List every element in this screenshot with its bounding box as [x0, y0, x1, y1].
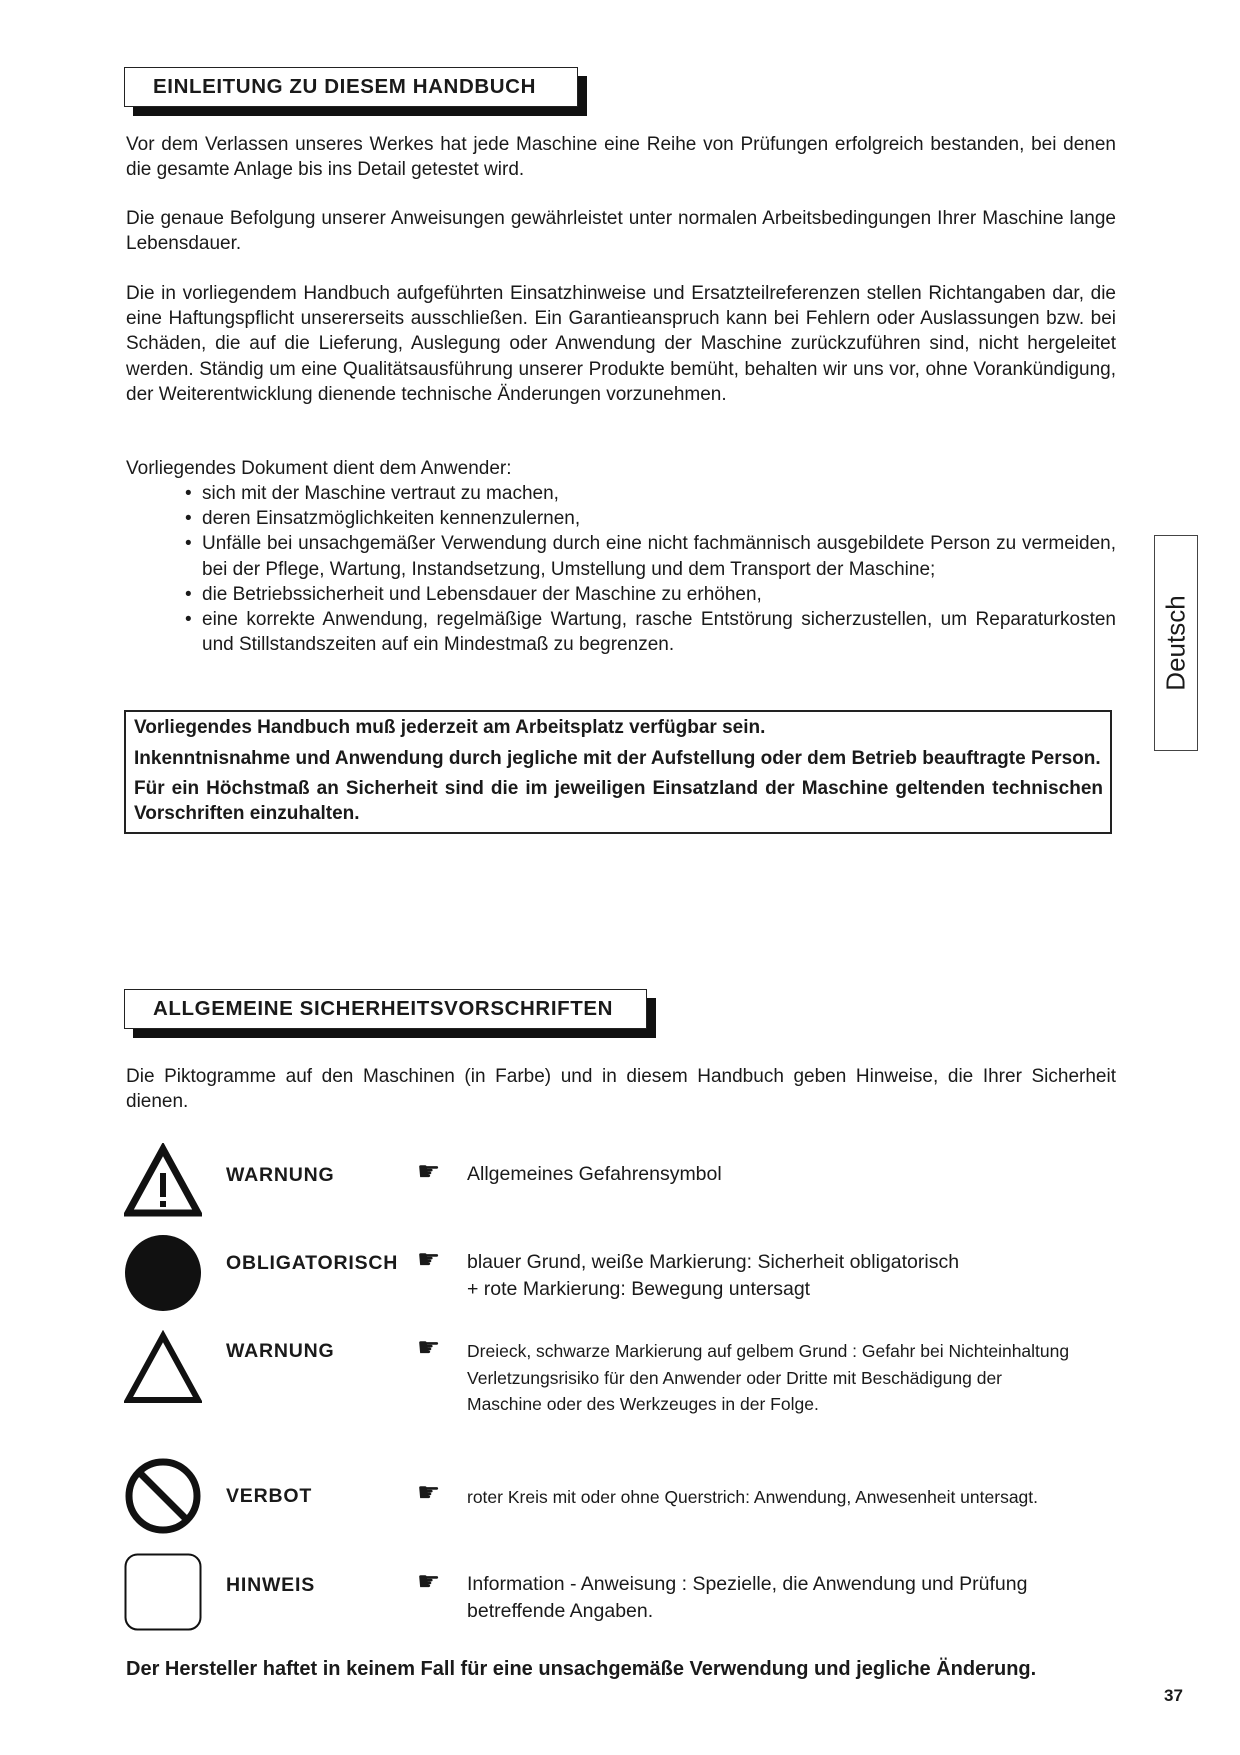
notice-box: [124, 710, 1112, 834]
notice-line: Vorliegendes Handbuch muß jederzeit am Arbeitsplatz verfügbar sein.: [134, 717, 766, 738]
symbol-label: HINWEIS: [226, 1574, 316, 1596]
symbol-description: [467, 1338, 1069, 1418]
language-tab-label: Deutsch: [1160, 595, 1191, 691]
section-header-einleitung: [124, 67, 578, 107]
symbol-label: WARNUNG: [226, 1340, 335, 1362]
list-item: • deren Einsatzmöglichkeiten kennenzulernen,: [185, 506, 1116, 531]
paragraph-1: Vor dem Verlassen unseres Werkes hat jede Maschine eine Reihe von Prüfungen erfolgreich bestanden, bei denen die gesamte Anlage bis ins Detail getestet wird.: [126, 134, 1116, 181]
symbol-label: OBLIGATORISCH: [226, 1252, 399, 1274]
page-number: 37: [1164, 1686, 1183, 1705]
paragraph-2: Die genaue Befolgung unserer Anweisungen gewährleistet unter normalen Arbeitsbedingungen Ihrer Maschine lange Lebensdauer.: [126, 208, 1116, 255]
symbol-label: VERBOT: [226, 1485, 313, 1507]
pointing-hand-icon: ☛: [417, 1332, 441, 1362]
description-line: Information - Anweisung : Spezielle, die Anwendung und Prüfung: [467, 1573, 1028, 1595]
pointing-hand-icon: ☛: [417, 1477, 441, 1507]
notice-line: Für ein Höchstmaß an Sicherheit sind die im jeweiligen Einsatzland der Maschine geltenden technischen Vorschriften einzuhalten.: [134, 778, 1103, 824]
warning-exclamation-icon: [124, 1143, 202, 1221]
notice-line: Inkenntnisnahme und Anwendung durch jegliche mit der Aufstellung oder dem Betrieb beauftragte Person.: [134, 747, 1101, 769]
warning-triangle-icon: [124, 1330, 202, 1408]
description-line: Dreieck, schwarze Markierung auf gelbem Grund : Gefahr bei Nichteinhaltung: [467, 1341, 1070, 1361]
description-line: roter Kreis mit oder ohne Querstrich: Anwendung, Anwesenheit untersagt.: [467, 1487, 1039, 1507]
symbol-description: [467, 1161, 722, 1188]
paragraph-intro: Vorliegendes Dokument dient dem Anwender:: [126, 458, 512, 479]
list-item: • eine korrekte Anwendung, regelmäßige Wartung, rasche Entstörung sicherzustellen, um Reparaturkosten und Stillstandszeiten auf ein Mindestmaß zu begrenzen.: [185, 607, 1116, 657]
section-title: ALLGEMEINE SICHERHEITSVORSCHRIFTEN: [153, 997, 614, 1020]
purpose-list: [185, 481, 1116, 657]
mandatory-circle-icon: [124, 1234, 202, 1312]
description-line: Maschine oder des Werkzeuges in der Folge.: [467, 1394, 819, 1414]
list-item: • Unfälle bei unsachgemäßer Verwendung durch eine nicht fachmännisch ausgebildete Person zu vermeiden, bei der Pflege, Wartung, Instandsetzung, Umstellung und dem Transport der Maschine;: [185, 531, 1116, 581]
section-title: EINLEITUNG ZU DIESEM HANDBUCH: [153, 75, 536, 98]
pointing-hand-icon: ☛: [417, 1156, 441, 1186]
pointing-hand-icon: ☛: [417, 1566, 441, 1596]
language-tab: [1154, 535, 1198, 751]
section-header-sicherheit: [124, 989, 647, 1029]
list-item: • sich mit der Maschine vertraut zu machen,: [185, 481, 1116, 506]
description-line: + rote Markierung: Bewegung untersagt: [467, 1278, 811, 1300]
paragraph-3: Die in vorliegendem Handbuch aufgeführten Einsatzhinweise und Ersatzteilreferenzen stellen Richtangaben dar, die eine Haftungspflicht unsererseits ausschließen. Ein Garantieanspruch kann bei Fehlern oder Auslassungen bzw. bei Schäden, die auf die Lieferung, Auslegung oder Anwendung der Maschine zurückzuführen sind, nicht hergeleitet werden. Ständig um eine Qualitätsausführung unserer Produkte bemüht, behalten wir uns vor, ohne Vorankündigung, der Weiterentwicklung dienende technische Änderungen vorzunehmen.: [126, 283, 1116, 405]
description-line: betreffende Angaben.: [467, 1600, 654, 1622]
symbol-description: [467, 1484, 1038, 1511]
symbol-description: [467, 1571, 1027, 1625]
description-line: blauer Grund, weiße Markierung: Sicherheit obligatorisch: [467, 1251, 960, 1273]
paragraph-safety-intro: Die Piktogramme auf den Maschinen (in Farbe) und in diesem Handbuch geben Hinweise, die Ihrer Sicherheit dienen.: [126, 1066, 1116, 1113]
list-item: • die Betriebssicherheit und Lebensdauer der Maschine zu erhöhen,: [185, 582, 1116, 607]
information-box-icon: [124, 1553, 202, 1631]
description-line: Verletzungsrisiko für den Anwender oder Dritte mit Beschädigung der: [467, 1367, 1003, 1388]
pointing-hand-icon: ☛: [417, 1244, 441, 1274]
symbol-label: WARNUNG: [226, 1164, 335, 1186]
prohibition-icon: [124, 1457, 202, 1535]
liability-footer: Der Hersteller haftet in keinem Fall für eine unsachgemäße Verwendung und jegliche Änderung.: [126, 1658, 1037, 1680]
symbol-description: [467, 1249, 959, 1303]
description-line: Allgemeines Gefahrensymbol: [467, 1163, 722, 1185]
